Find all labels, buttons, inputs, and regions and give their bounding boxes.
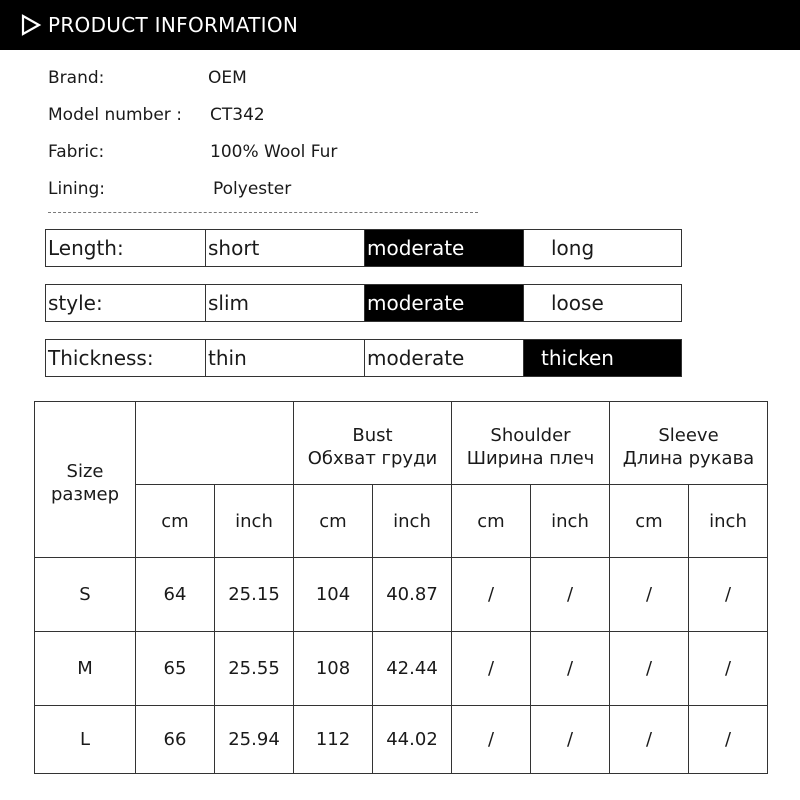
model-number-value: CT342 (210, 105, 265, 125)
option-long: long (523, 230, 681, 266)
size-header-ru: размер (50, 483, 120, 505)
brand-label: Brand: (48, 68, 105, 88)
bust-label-ru: Обхват груди (307, 448, 438, 469)
model-number-label: Model number : (48, 105, 182, 125)
unit-cell: cm (294, 485, 373, 558)
group-header-empty (136, 402, 294, 485)
section-title: PRODUCT INFORMATION (48, 13, 299, 37)
size-cell: S (35, 558, 136, 632)
option-short: short (205, 230, 364, 266)
brand-value: OEM (208, 68, 247, 88)
attribute-name: Length: (48, 236, 124, 260)
group-header-sleeve (610, 402, 768, 485)
lining-label: Lining: (48, 179, 105, 199)
value-cell: 104 (294, 558, 373, 632)
value-cell: / (452, 558, 531, 632)
section-header (0, 0, 800, 50)
size-header-en: Size (66, 460, 104, 482)
value-cell: 44.02 (373, 706, 452, 774)
option-thicken-selected: thicken (523, 340, 681, 376)
size-cell: M (35, 632, 136, 706)
sleeve-label: Sleeve (658, 425, 719, 446)
attribute-name: style: (48, 291, 103, 315)
thickness-row (45, 339, 682, 377)
group-header-shoulder (452, 402, 610, 485)
value-cell: 42.44 (373, 632, 452, 706)
length-row (45, 229, 682, 267)
size-cell: L (35, 706, 136, 774)
value-cell: / (689, 706, 768, 774)
value-cell: 112 (294, 706, 373, 774)
dashed-divider (48, 212, 478, 213)
unit-cell: inch (373, 485, 452, 558)
option-slim: slim (205, 285, 364, 321)
shoulder-label: Shoulder (490, 425, 571, 446)
value-cell: 25.55 (215, 632, 294, 706)
shoulder-label-ru: Ширина плеч (466, 448, 595, 469)
bust-label: Bust (352, 425, 393, 446)
value-cell: 108 (294, 632, 373, 706)
fabric-value: 100% Wool Fur (210, 142, 338, 162)
value-cell: / (531, 632, 610, 706)
unit-cell: cm (610, 485, 689, 558)
size-header-cell (35, 402, 136, 558)
option-moderate-selected: moderate (364, 285, 523, 321)
value-cell: / (689, 558, 768, 632)
unit-cell: cm (452, 485, 531, 558)
value-cell: 40.87 (373, 558, 452, 632)
option-thin: thin (205, 340, 364, 376)
table-row (35, 558, 768, 632)
group-header-bust (294, 402, 452, 485)
value-cell: 64 (136, 558, 215, 632)
play-triangle-icon (20, 14, 42, 36)
sleeve-label-ru: Длина рукава (622, 448, 755, 469)
unit-cell: inch (531, 485, 610, 558)
value-cell: / (452, 632, 531, 706)
value-cell: / (531, 706, 610, 774)
value-cell: / (452, 706, 531, 774)
value-cell: / (610, 632, 689, 706)
unit-cell: cm (136, 485, 215, 558)
value-cell: / (610, 558, 689, 632)
value-cell: / (531, 558, 610, 632)
table-row (35, 706, 768, 774)
option-loose: loose (523, 285, 681, 321)
option-moderate-selected: moderate (364, 230, 523, 266)
style-row (45, 284, 682, 322)
unit-cell: inch (215, 485, 294, 558)
table-row (35, 632, 768, 706)
value-cell: 65 (136, 632, 215, 706)
value-cell: 25.94 (215, 706, 294, 774)
fabric-label: Fabric: (48, 142, 105, 162)
attribute-name: Thickness: (48, 346, 154, 370)
unit-cell: inch (689, 485, 768, 558)
unit-header-row (35, 485, 768, 558)
size-chart-table (34, 401, 768, 774)
option-moderate: moderate (364, 340, 523, 376)
lining-value: Polyester (213, 179, 292, 199)
value-cell: / (689, 632, 768, 706)
value-cell: 25.15 (215, 558, 294, 632)
value-cell: 66 (136, 706, 215, 774)
value-cell: / (610, 706, 689, 774)
group-header-row (35, 402, 768, 485)
